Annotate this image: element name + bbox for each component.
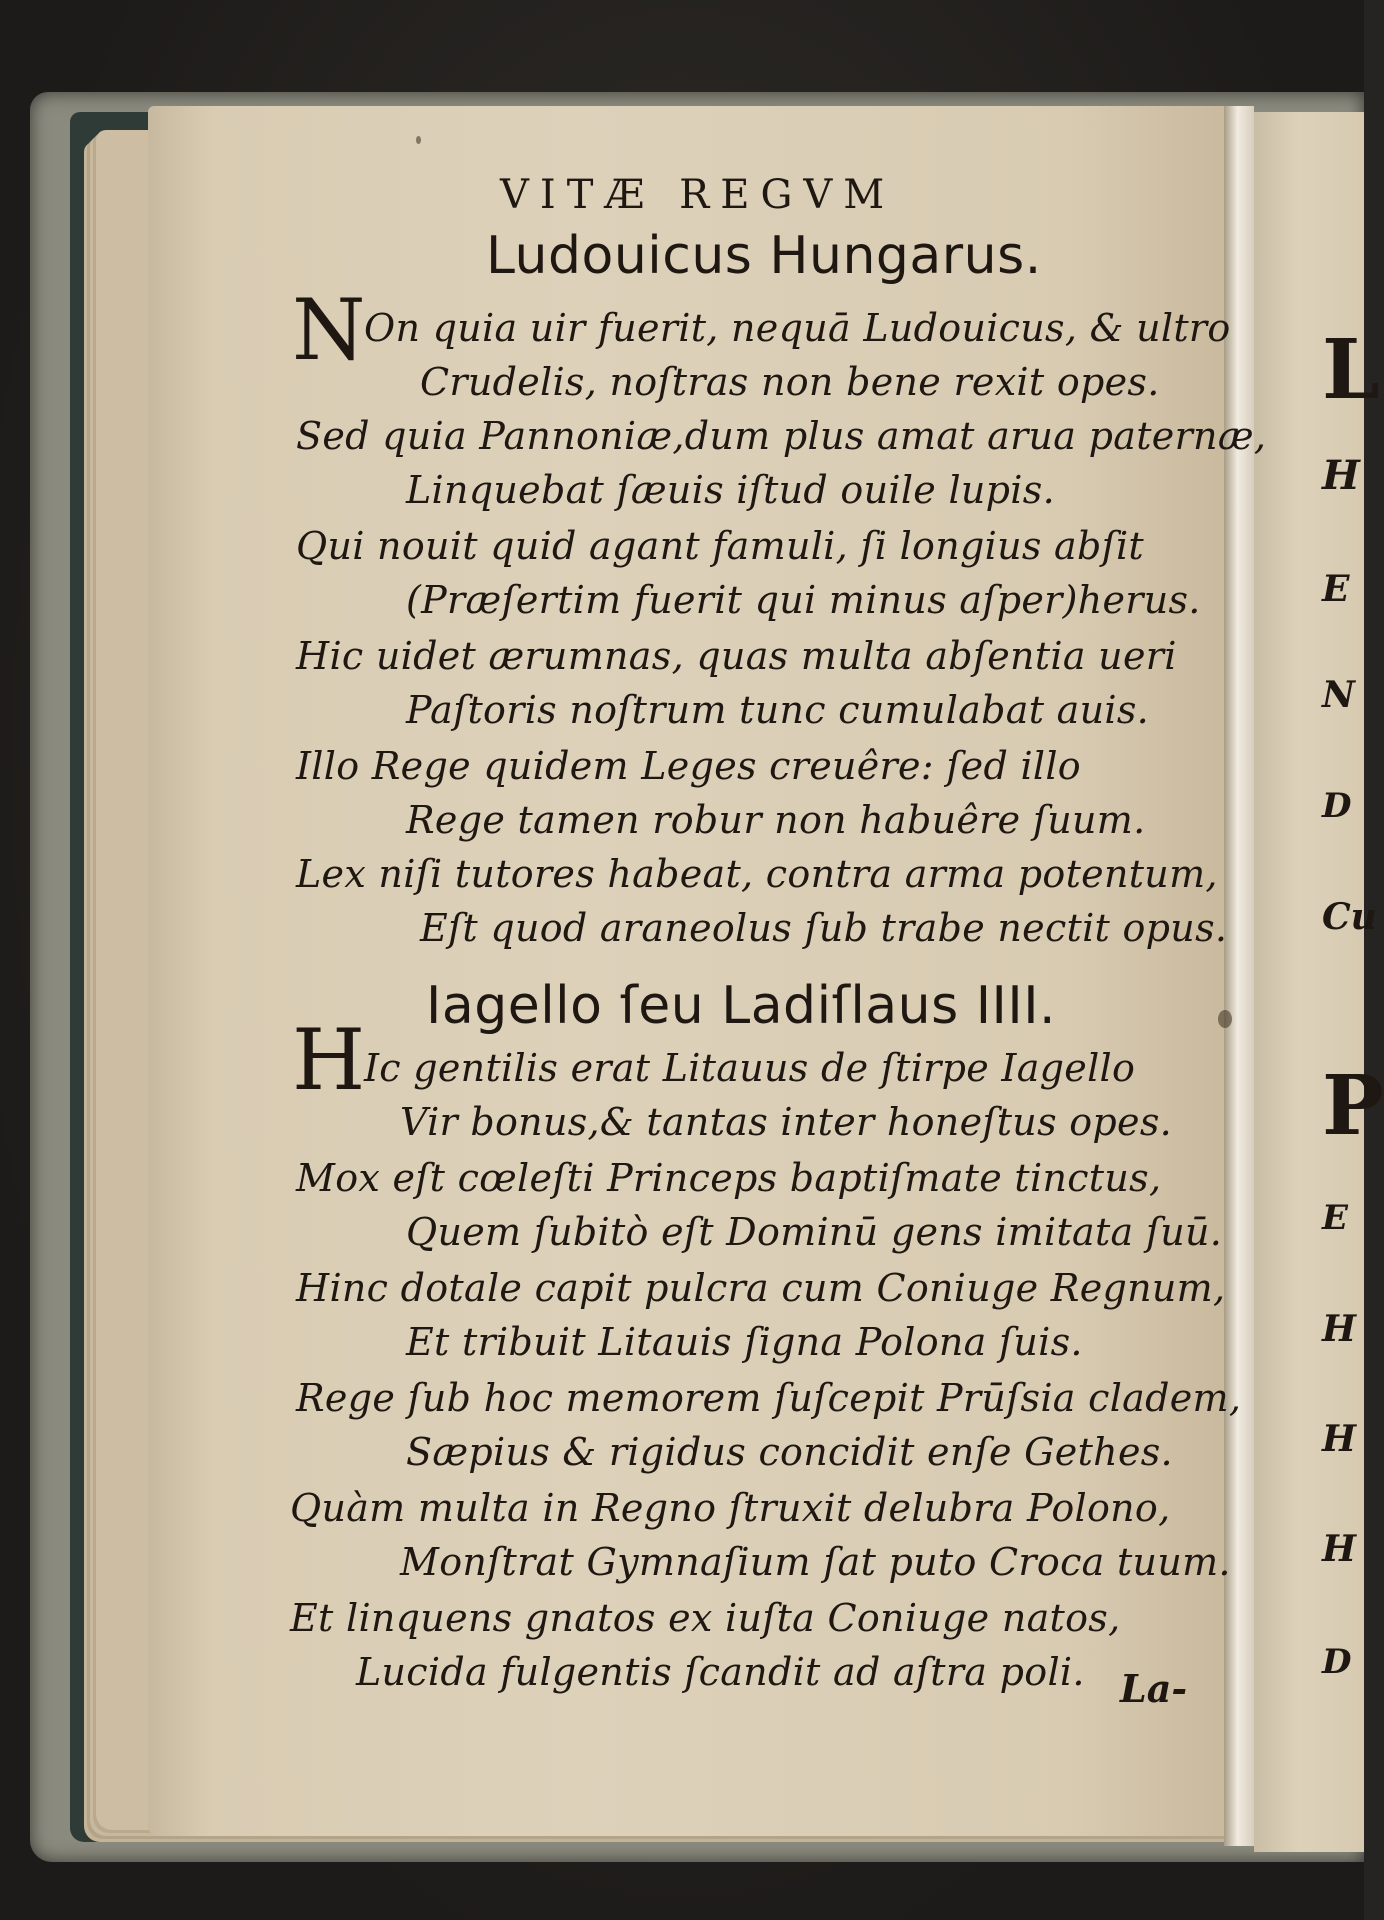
verse-line: Et tribuit Litauis ſigna Polona ſuis. bbox=[406, 1320, 1083, 1364]
verse-line: (Præſertim fuerit qui minus aſper)herus. bbox=[406, 578, 1201, 622]
catchword: La- bbox=[1120, 1666, 1188, 1711]
next-page-letter: H bbox=[1322, 452, 1360, 499]
section-title-iagello: Iagello ſeu Ladiſlaus IIII. bbox=[426, 976, 1057, 1036]
verse-line: Qui nouit quid agant famuli, ſi longius abſit bbox=[296, 524, 1144, 568]
next-page-letter: N bbox=[1322, 674, 1355, 716]
verse-line: Illo Rege quidem Leges creuêre: ſed illo bbox=[296, 744, 1081, 788]
verse-line: Lex niſi tutores habeat, contra arma potentum, bbox=[296, 852, 1218, 896]
verse-line: Rege tamen robur non habuêre ſuum. bbox=[406, 798, 1146, 842]
verse-line: Sed quia Pannoniæ,dum plus amat arua paternæ, bbox=[296, 414, 1267, 458]
next-page-letter: H bbox=[1322, 1528, 1357, 1570]
verse-line: Quàm multa in Regno ſtruxit delubra Polono, bbox=[290, 1486, 1171, 1530]
dropcap-n: N bbox=[292, 281, 366, 379]
next-page-letter: D bbox=[1322, 786, 1352, 826]
running-head: VITÆ REGVM bbox=[500, 172, 896, 218]
verse-line: Paſtoris noſtrum tunc cumulabat auis. bbox=[406, 688, 1150, 732]
verse-line: Linquebat ſæuis iſtud ouile lupis. bbox=[406, 468, 1055, 512]
next-page-letter: E bbox=[1322, 1198, 1348, 1238]
next-page-letter: L bbox=[1322, 322, 1380, 418]
verse-line: On quia uir fuerit, nequā Ludouicus, & ultro bbox=[364, 306, 1231, 350]
verse-line: Et linquens gnatos ex iuſta Coniuge natos, bbox=[290, 1596, 1121, 1640]
verse-line: Lucida fulgentis ſcandit ad aſtra poli. bbox=[356, 1650, 1085, 1694]
dropcap-h: H bbox=[292, 1011, 366, 1109]
next-page-letter: E bbox=[1322, 568, 1350, 610]
verse-line: Vir bonus,& tantas inter honeſtus opes. bbox=[400, 1100, 1173, 1144]
verse-line: Ic gentilis erat Litauus de ſtirpe Iagello bbox=[364, 1046, 1136, 1090]
verse-line: Sæpius & rigidus concidit enſe Gethes. bbox=[406, 1430, 1173, 1474]
verse-line: Eſt quod araneolus ſub trabe nectit opus. bbox=[420, 906, 1228, 950]
next-page-letter: D bbox=[1322, 1642, 1352, 1682]
next-page-letter: P bbox=[1322, 1058, 1384, 1154]
verse-line: Hic uidet ærumnas, quas multa abſentia ueri bbox=[296, 634, 1177, 678]
next-page-letter: H bbox=[1322, 1308, 1357, 1350]
verse-line: Crudelis, noſtras non bene rexit opes. bbox=[420, 360, 1160, 404]
verse-line: Monſtrat Gymnaſium ſat puto Croca tuum. bbox=[400, 1540, 1231, 1584]
section-title-ludouicus: Ludouicus Hungarus. bbox=[486, 226, 1042, 286]
verse-line: Quem ſubitò eſt Dominū gens imitata ſuū. bbox=[406, 1210, 1223, 1254]
verse-line: Mox eſt cœleſti Princeps baptiſmate tinctus, bbox=[296, 1156, 1162, 1200]
next-page-letter: Cu bbox=[1322, 896, 1377, 938]
verse-line: Rege ſub hoc memorem ſuſcepit Prūſsia cladem, bbox=[296, 1376, 1242, 1420]
verse-line: Hinc dotale capit pulcra cum Coniuge Regnum, bbox=[296, 1266, 1226, 1310]
next-page-letter: H bbox=[1322, 1418, 1357, 1460]
